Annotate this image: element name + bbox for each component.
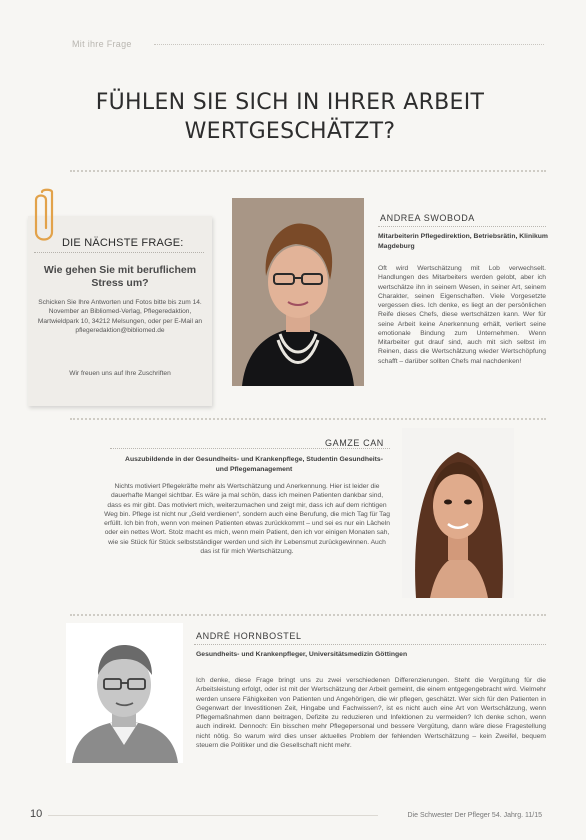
respondent-name: ANDRÉ HORNBOSTEL [196,631,302,641]
response-text: Oft wird Wertschätzung mit Lob verwechselt. Handlungen des Mitarbeiters werden gelobt, aber ich wertschätze ihn in seinem Wesen, in seiner Art, seinem Charakter, seinen Eigenschaften. Viele Vorgesetzte vergessen dies. Ich denke, es liegt an der persönlichen Reife dieses Chefs, diese wertschätzen kann. Wer für seine Arbeit keine Anerkennung erhält, verliert seine emotionale Bindung zum Unternehmen. Wenn Mitarbeiter gut drauf sind, auch mit sich selbst im Reinen, dass die Wertschätzung wieder Wertschöpfung schafft – darüber sollten Chefs mal nachdenken! [378,265,546,365]
portrait-photo-can [402,428,514,598]
name-rule [378,226,546,227]
title-line-1: FÜHLEN SIE SICH IN IHRER ARBEIT [95,90,485,115]
page-title [60,88,520,146]
publication-footer: Die Schwester Der Pfleger 54. Jahrg. 11/15 [407,812,542,819]
respondent-name: ANDREA SWOBODA [380,213,475,223]
dotted-divider [70,170,546,172]
response-text: Ich denke, diese Frage bringt uns zu zwei verschiedenen Differenzierungen. Steht die Vergütung für die Arbeitsleistung erfolgt, oder ist mit der Wertschätzung der Arbeit gemeint, die einem entgegengebracht wird. Vielmehr werden unsere Fähigkeiten von Patienten und Angehörigen, die wir pflegen, geschätzt. Wer sich für den Patienten in Gegenwart der Investitionen Zeit, Hingabe und Fachwissen?, ist es nicht auch eine Art von Wertschätzung, wenn Pflegemaßnahmen dann beitragen, Defizite zu reduzieren und Infektionen zu vermeiden? Ich denke schon, wenn auch indirekt. Dennoch: Ein bisschen mehr Pflegepersonal und bessere Vergütung, dann wäre diese Fragestellung nicht nötig. So warum wird dies unser aktuelles Problem der fehlenden Wertschätzung – kein Zweifel, bequem steuern die Politiker und die Gesellschaft nicht mehr. [196,677,546,749]
footer-rule [48,815,378,816]
box-rule [34,252,204,253]
respondent-name: GAMZE CAN [325,438,384,448]
next-question-heading: DIE NÄCHSTE FRAGE: [62,237,184,249]
name-rule [194,644,546,645]
respondent-role: Mitarbeiterin Pflegedirektion, Betriebsrätin, Klinikum Magdeburg [378,233,548,250]
title-line-2: WERTGESCHÄTZT? [184,119,396,144]
name-rule [110,448,390,449]
kicker-rule [154,44,544,45]
submission-instructions: Schicken Sie Ihre Antworten und Fotos bitte bis zum 14. November an Bibliomed-Verlag, Pflegeredaktion, Martwieldpark 10, 34212 Melsungen, oder per E-Mail an pflegeredaktion@bibliomed.de [37,299,203,334]
section-kicker: Mit ihre Frage [72,39,132,49]
portrait-photo-swoboda [232,198,364,386]
dotted-divider [70,614,546,616]
page-number: 10 [30,808,43,820]
dotted-divider [70,418,546,420]
portrait-photo-hornbostel [66,623,183,763]
response-text: Nichts motiviert Pflegekräfte mehr als Wertschätzung und Anerkennung. Hier ist leider die dauerhafte Mangel sichtbar. Es wäre ja mal schön, dass ich meinen Patienten dankbar sind, dass es mir gibt. Das motiviert mich, weiterzumachen und zeigt mir, dass ich auf dem richtigen Weg bin. Pflege ist nicht nur „Geld verdienen“, sondern auch eine Berufung, die mich Tag für Tag erfüllt. Ich bin froh, wenn von meinen Patienten etwas zurückkommt – und sei es nur ein Lächeln oder ein nettes Wort. Stolz macht es mich, wenn mein Patient, den ich vor einigen Monaten sah, wie sie Stück für Stück selbstständiger werden und sich ihr Lebensmut zurückgewinnen. Auch das ist für mich Wertschätzung. [104,483,390,555]
paperclip-icon [28,188,64,244]
thanks-line: Wir freuen uns auf Ihre Zuschriften [69,370,171,377]
next-question-text: Wie gehen Sie mit beruflichem Stress um? [43,264,197,289]
respondent-role: Gesundheits- und Krankenpfleger, Universitätsmedizin Göttingen [196,651,408,658]
respondent-role: Auszubildende in der Gesundheits- und Krankenpflege, Studentin Gesundheits- und Pflegemanagement [125,456,383,473]
